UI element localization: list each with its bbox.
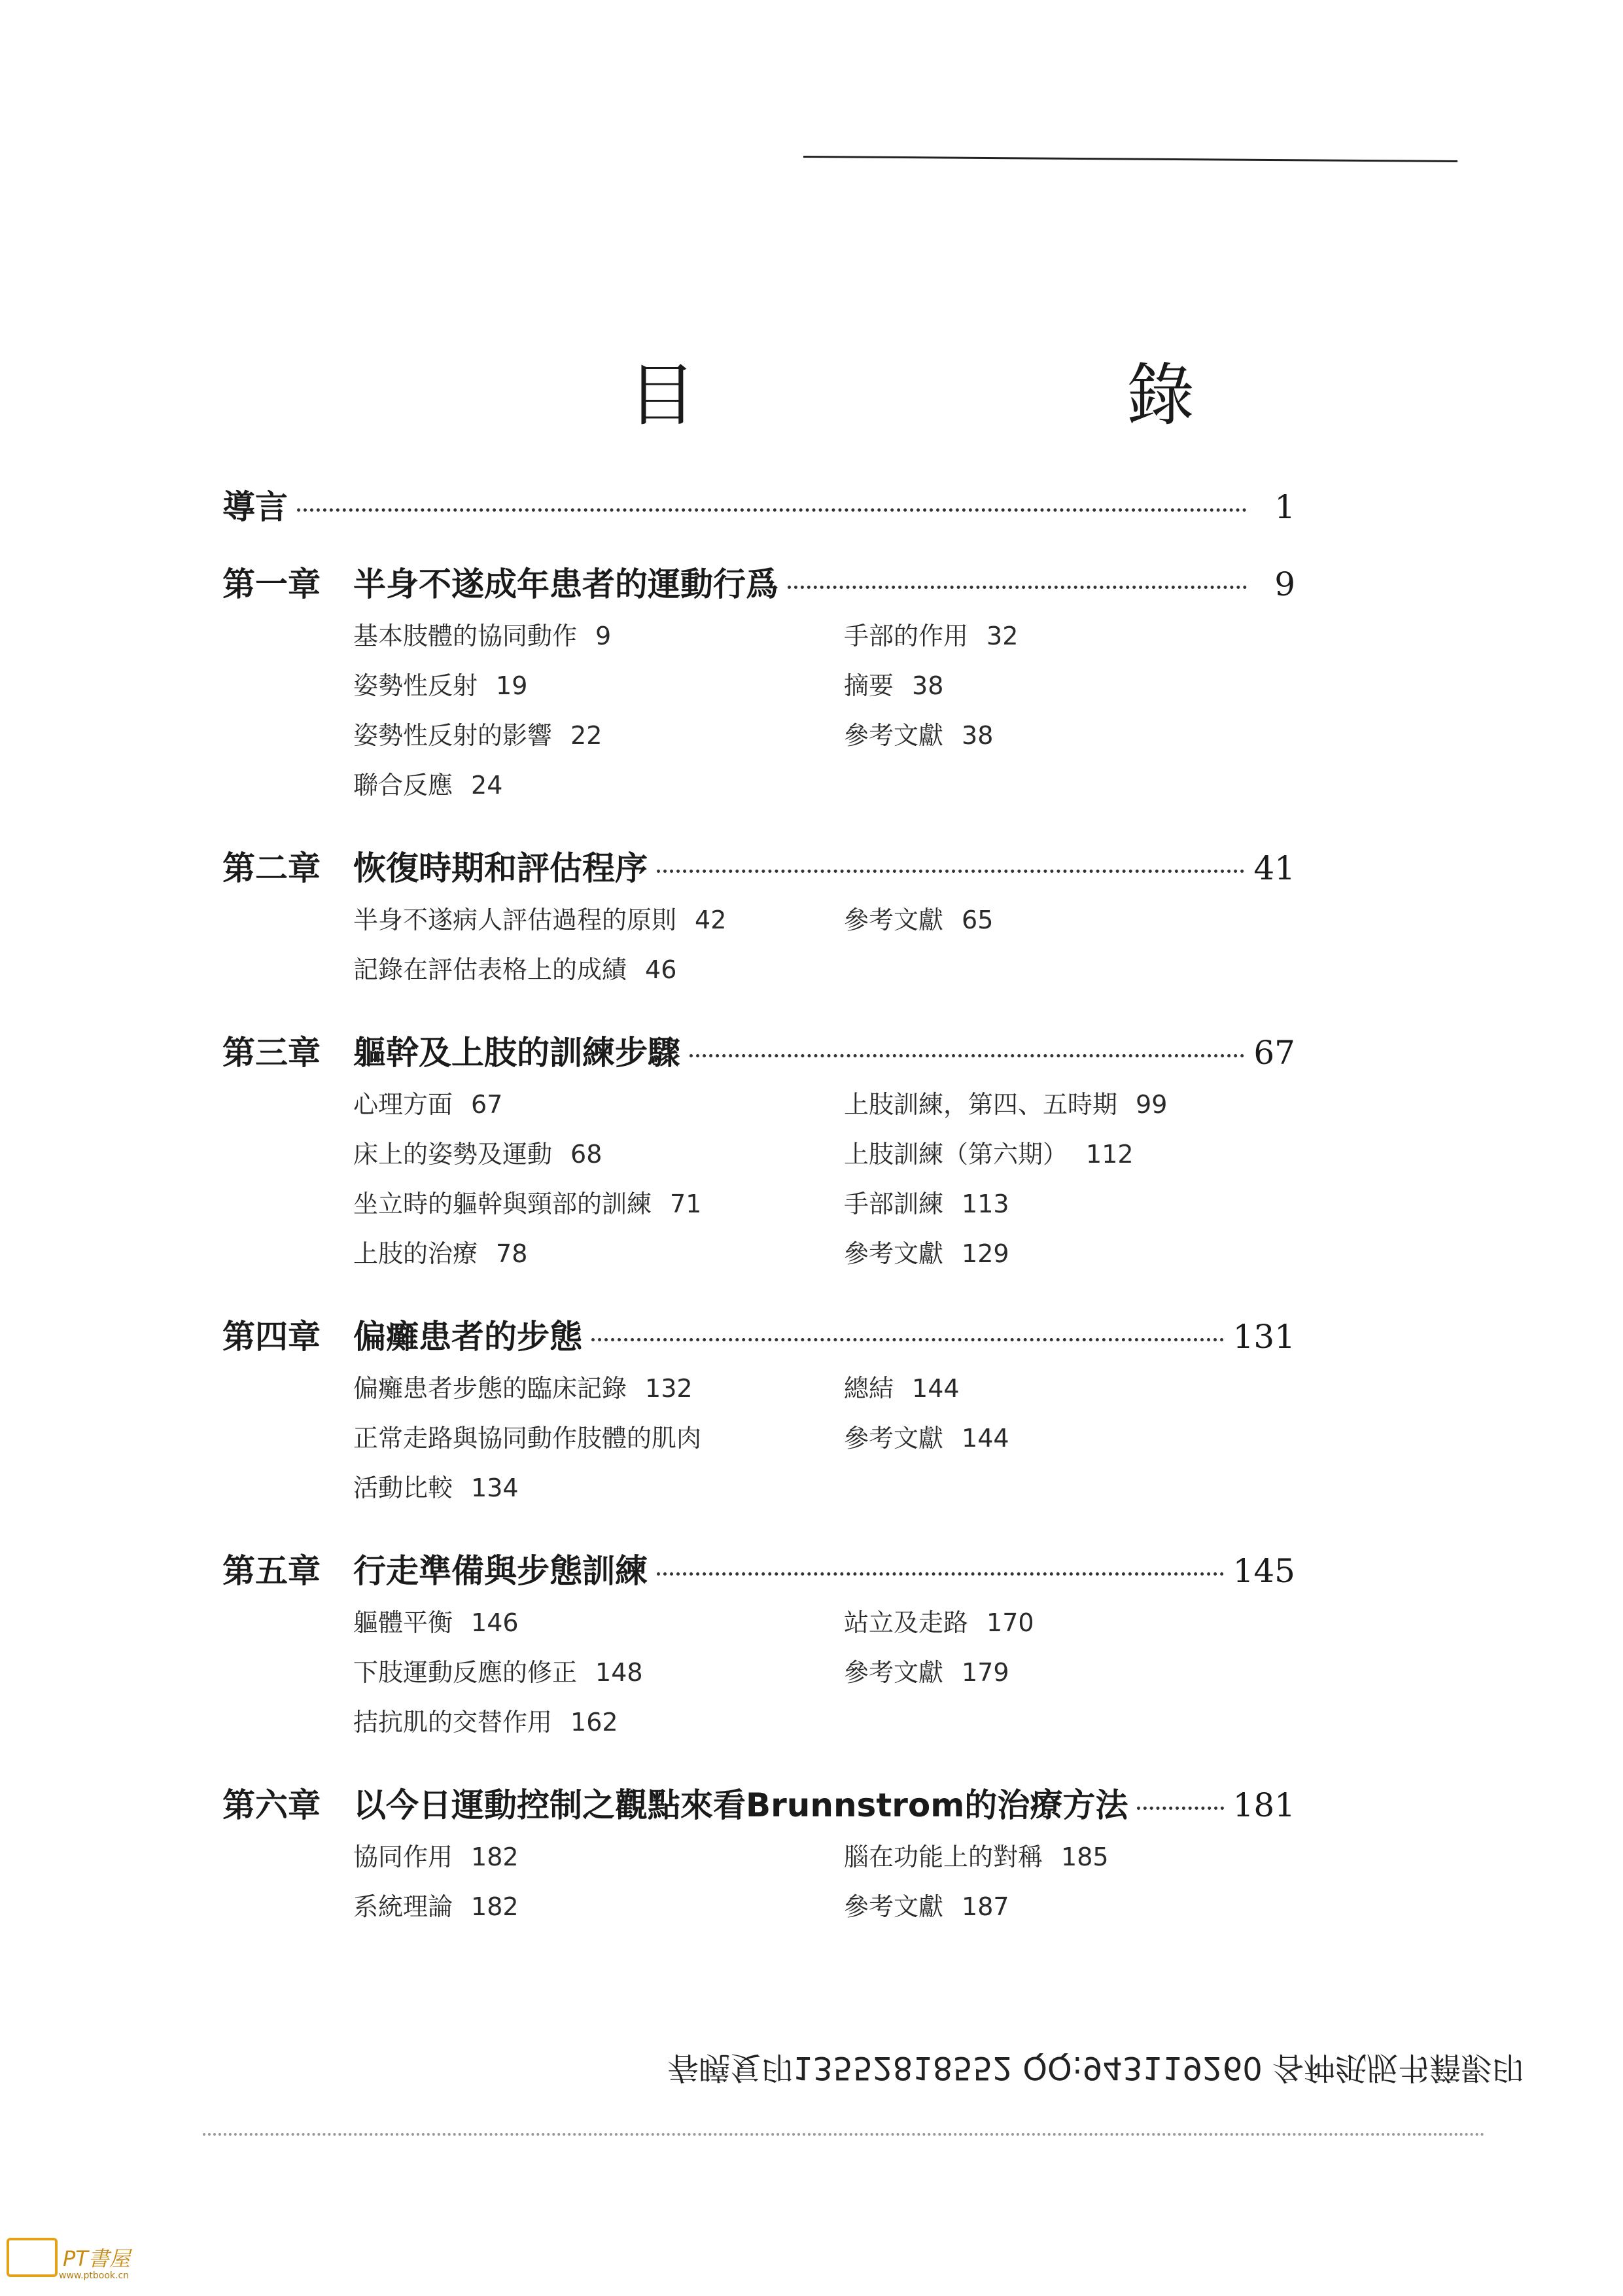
section-title: 上肢訓練，第四、五時期 (844, 1090, 1118, 1119)
section-item[interactable] (353, 1886, 844, 1927)
dot-leader (297, 508, 1247, 512)
section-page: 46 (645, 955, 677, 984)
section-item[interactable] (844, 1837, 1236, 1877)
section-page: 179 (962, 1658, 1009, 1687)
section-item[interactable] (844, 715, 1236, 756)
chapter-label: 第六章 (222, 1786, 321, 1824)
section-item[interactable] (353, 1368, 844, 1409)
chapter-title: 軀幹及上肢的訓練步驟 (353, 1034, 680, 1072)
section-title: 參考文獻 (844, 1239, 944, 1268)
section-title: 參考文獻 (844, 1424, 944, 1453)
section-item[interactable] (844, 1134, 1236, 1174)
section-title: 聯合反應 (353, 771, 453, 800)
section-title: 協同作用 (353, 1843, 453, 1871)
section-item[interactable] (844, 1233, 1236, 1274)
section-title: 腦在功能上的對稱 (844, 1843, 1043, 1871)
section-page: 148 (595, 1658, 643, 1687)
chapter-title: 恢復時期和評估程序 (353, 849, 648, 887)
section-title: 姿勢性反射 (353, 671, 478, 700)
section-title: 上肢訓練（第六期） (844, 1140, 1068, 1169)
section-item[interactable] (353, 1837, 844, 1877)
section-title: 心理方面 (353, 1090, 453, 1119)
section-title: 手部的作用 (844, 622, 969, 650)
section-page: 24 (471, 771, 503, 800)
section-page: 22 (570, 721, 602, 750)
section-page: 185 (1061, 1843, 1109, 1871)
section-page: 71 (670, 1190, 702, 1218)
section-page: 65 (962, 906, 994, 934)
top-rule (803, 156, 1457, 162)
watermark-logo (7, 2238, 130, 2281)
section-item[interactable] (353, 949, 844, 990)
section-title: 拮抗肌的交替作用 (353, 1708, 553, 1737)
dot-leader (657, 1572, 1224, 1576)
section-item[interactable] (844, 1368, 1236, 1409)
section-page: 134 (471, 1474, 519, 1502)
toc-entry[interactable] (222, 558, 1295, 616)
section-page: 132 (645, 1374, 693, 1403)
section-title: 總結 (844, 1374, 894, 1403)
toc-entry[interactable] (222, 481, 1295, 539)
section-page: 38 (912, 671, 944, 700)
section-item[interactable] (353, 1084, 844, 1125)
dot-leader (689, 1054, 1244, 1057)
section-page: 144 (962, 1424, 1009, 1453)
section-page: 9 (595, 622, 612, 650)
section-item[interactable] (353, 1184, 844, 1224)
section-title: 記錄在評估表格上的成績 (353, 955, 627, 984)
section-page: 146 (471, 1608, 519, 1637)
section-page: 99 (1136, 1090, 1168, 1119)
section-item[interactable] (844, 665, 1236, 706)
dot-leader (591, 1338, 1224, 1341)
page-number: 41 (1253, 849, 1295, 887)
logo-url: www.ptbook.cn (59, 2270, 130, 2281)
toc-entry[interactable] (222, 1779, 1295, 1837)
page-number: 181 (1232, 1786, 1295, 1824)
page-number: 67 (1253, 1034, 1295, 1072)
section-title: 坐立時的軀幹與頸部的訓練 (353, 1190, 652, 1218)
chapter-title: 行走準備與步態訓練 (353, 1552, 648, 1590)
dot-leader (1137, 1807, 1223, 1810)
table-of-contents (222, 481, 1295, 1964)
toc-entry[interactable] (222, 1545, 1295, 1602)
section-page: 38 (962, 721, 994, 750)
section-title: 偏癱患者步態的臨床記錄 (353, 1374, 627, 1403)
chapter-label: 第二章 (222, 849, 321, 887)
section-page: 170 (986, 1608, 1034, 1637)
section-item[interactable] (353, 1652, 844, 1693)
section-title: 參考文獻 (844, 1658, 944, 1687)
section-title: 軀體平衡 (353, 1608, 453, 1637)
dot-leader (788, 586, 1247, 589)
section-item[interactable] (353, 765, 844, 805)
section-list (353, 1837, 1295, 1927)
section-list (353, 616, 1295, 805)
chapter-title: 以今日運動控制之觀點來看Brunnstrom的治療方法 (353, 1786, 1128, 1824)
section-page: 32 (986, 622, 1019, 650)
chapter-label: 第一章 (222, 565, 321, 603)
chapter-label: 第四章 (222, 1318, 321, 1356)
section-item[interactable] (844, 1184, 1236, 1224)
section-page: 129 (962, 1239, 1009, 1268)
toc-entry[interactable] (222, 842, 1295, 900)
section-page: 144 (912, 1374, 960, 1403)
section-item[interactable] (353, 616, 844, 656)
section-page: 187 (962, 1892, 1009, 1921)
section-item[interactable] (353, 1418, 844, 1458)
section-item[interactable] (844, 1602, 1236, 1643)
section-item[interactable] (353, 1702, 844, 1742)
copy-shop-stamp: 春曉复印13552818552 QQ:943119260 各种纸版书籍影印 (667, 2049, 1524, 2086)
section-title: 正常走路與協同動作肢體的肌肉 (353, 1424, 702, 1453)
section-item[interactable] (353, 665, 844, 706)
page-number: 9 (1274, 565, 1295, 603)
section-page: 67 (471, 1090, 503, 1119)
section-title: 摘要 (844, 671, 894, 700)
section-title: 系統理論 (353, 1892, 453, 1921)
section-title: 下肢運動反應的修正 (353, 1658, 578, 1687)
section-page: 42 (695, 906, 727, 934)
section-title: 參考文獻 (844, 906, 944, 934)
page-number: 1 (1274, 488, 1295, 526)
bottom-rule (203, 2133, 1485, 2136)
section-item[interactable] (844, 1418, 1236, 1458)
section-item[interactable] (353, 1602, 844, 1643)
section-title: 站立及走路 (844, 1608, 969, 1637)
section-item[interactable] (353, 1233, 844, 1274)
page-title: 目 錄 (628, 355, 1293, 435)
section-page: 78 (496, 1239, 528, 1268)
toc-entry[interactable] (222, 1311, 1295, 1368)
section-item[interactable] (353, 715, 844, 756)
section-list (353, 900, 1295, 990)
section-item[interactable] (353, 1468, 844, 1508)
section-page: 19 (496, 671, 528, 700)
section-item[interactable] (353, 900, 844, 940)
section-page: 182 (471, 1892, 519, 1921)
section-item[interactable] (844, 1652, 1236, 1693)
chapter-label: 第五章 (222, 1552, 321, 1590)
section-item[interactable] (844, 900, 1236, 940)
section-title: 基本肢體的協同動作 (353, 622, 578, 650)
toc-entry[interactable] (222, 1027, 1295, 1084)
section-title: 上肢的治療 (353, 1239, 478, 1268)
section-page: 112 (1086, 1140, 1134, 1169)
section-item[interactable] (844, 1084, 1236, 1125)
section-title: 姿勢性反射的影響 (353, 721, 553, 750)
section-item[interactable] (353, 1134, 844, 1174)
section-page: 182 (471, 1843, 519, 1871)
chapter-label: 第三章 (222, 1034, 321, 1072)
book-icon (7, 2238, 58, 2277)
section-page: 162 (570, 1708, 618, 1737)
logo-text: PT書屋 (63, 2246, 130, 2271)
section-title: 床上的姿勢及運動 (353, 1140, 553, 1169)
section-page: 68 (570, 1140, 602, 1169)
section-list (353, 1602, 1295, 1742)
section-page: 113 (962, 1190, 1009, 1218)
section-title: 參考文獻 (844, 1892, 944, 1921)
chapter-title: 偏癱患者的步態 (353, 1318, 582, 1356)
section-list (353, 1084, 1295, 1274)
section-title: 活動比較 (353, 1474, 453, 1502)
page-number: 131 (1232, 1318, 1295, 1356)
chapter-label: 導言 (222, 488, 288, 526)
section-title: 半身不遂病人評估過程的原則 (353, 906, 677, 934)
dot-leader (657, 870, 1244, 873)
section-title: 手部訓練 (844, 1190, 944, 1218)
section-list (353, 1368, 1295, 1508)
section-item[interactable] (844, 616, 1236, 656)
chapter-title: 半身不遂成年患者的運動行爲 (353, 565, 778, 603)
section-title: 參考文獻 (844, 721, 944, 750)
section-item[interactable] (844, 1886, 1236, 1927)
page-number: 145 (1232, 1552, 1295, 1590)
